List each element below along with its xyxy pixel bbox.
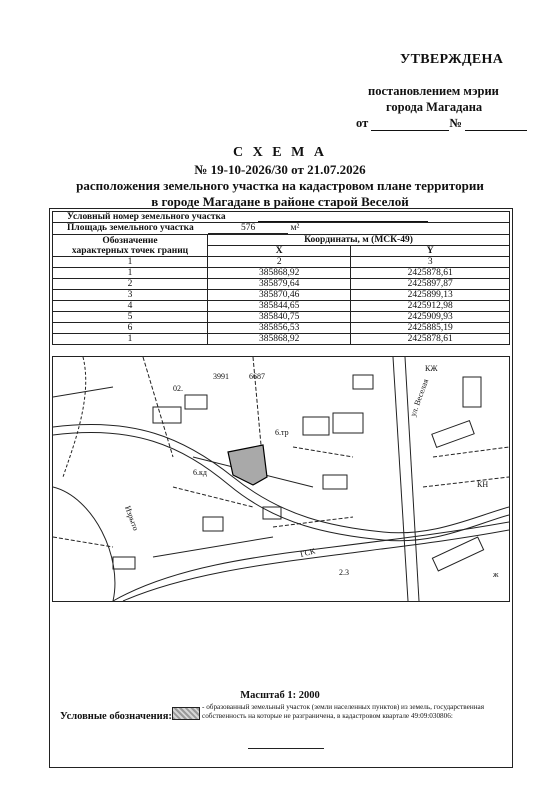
col-number-2: 2 bbox=[208, 257, 351, 268]
scheme-title: С Х Е М А bbox=[233, 145, 327, 160]
designation-header-line2: характерных точек границ bbox=[71, 245, 189, 256]
ravine-curve bbox=[53, 487, 115, 601]
map-label-e: 6.тр bbox=[275, 428, 289, 437]
designation-header-line1: Обозначение bbox=[102, 235, 158, 246]
decree-from-label: от bbox=[356, 116, 369, 130]
coord-row bbox=[53, 279, 510, 290]
col-number-3: 3 bbox=[351, 257, 510, 268]
map-scale: Масштаб 1: 2000 bbox=[240, 690, 320, 701]
legend-description: - образованный земельный участок (земли населенных пунктов) из земель, государственная собственность на которые не разграничена, в кадастровом квартале 49:09:030806: bbox=[202, 703, 485, 720]
coord-cell-y: 2425899,13 bbox=[351, 290, 510, 301]
map-label-k: 2.3 bbox=[339, 568, 349, 577]
road-upper-edge bbox=[53, 432, 509, 540]
coord-cell-y: 2425878,61 bbox=[351, 334, 510, 345]
coord-cell-x: 385844,65 bbox=[208, 301, 351, 312]
y-header: Y bbox=[351, 246, 510, 257]
map-label-b: 6687 bbox=[249, 372, 265, 381]
coord-cell-y: 2425912,98 bbox=[351, 301, 510, 312]
coordinates-table bbox=[52, 211, 510, 345]
decree-line-1: постановлением мэрии bbox=[368, 84, 499, 98]
coords-header: Координаты, м (МСК-49) bbox=[208, 235, 510, 246]
coord-cell-x: 385868,92 bbox=[208, 334, 351, 345]
target-parcel bbox=[228, 445, 267, 485]
decree-number-blank bbox=[465, 118, 527, 131]
coord-cell-point: 6 bbox=[53, 323, 208, 334]
coord-row bbox=[53, 334, 510, 345]
coord-cell-y: 2425909,93 bbox=[351, 312, 510, 323]
coord-cell-point: 1 bbox=[53, 334, 208, 345]
coord-cell-x: 385870,46 bbox=[208, 290, 351, 301]
scheme-subtitle-1: расположения земельного участка на кадастровом плане территории bbox=[76, 178, 484, 193]
coord-row bbox=[53, 301, 510, 312]
street-vertical bbox=[393, 357, 408, 601]
building bbox=[153, 407, 181, 423]
scheme-subtitle-2: в городе Магадане в районе старой Веселой bbox=[151, 194, 409, 209]
fence-lines bbox=[53, 387, 313, 557]
coord-cell-y: 2425878,61 bbox=[351, 268, 510, 279]
map-label-g: ж bbox=[493, 570, 499, 579]
coord-cell-point: 3 bbox=[53, 290, 208, 301]
map-label-l: КН bbox=[477, 480, 489, 489]
cadastral-number-row bbox=[53, 212, 510, 223]
area-unit: м² bbox=[290, 223, 300, 233]
terrain-line bbox=[63, 357, 86, 477]
map-label-c: 02. bbox=[173, 384, 183, 393]
decree-date-blank bbox=[371, 118, 449, 131]
coord-row bbox=[53, 312, 510, 323]
coord-cell-x: 385856,53 bbox=[208, 323, 351, 334]
coord-cell-point: 5 bbox=[53, 312, 208, 323]
legend-label: Условные обозначения: bbox=[60, 711, 172, 722]
coord-row bbox=[53, 290, 510, 301]
col-number-1: 1 bbox=[53, 257, 208, 268]
area-label: Площадь земельного участка bbox=[67, 223, 194, 233]
map-label-j: ГСК bbox=[299, 546, 317, 559]
map-label-i: ул. Веселая bbox=[408, 377, 431, 418]
decree-date-line bbox=[356, 116, 527, 131]
building bbox=[303, 417, 329, 435]
designation-header bbox=[53, 235, 208, 257]
cadastral-label: Условный номер земельного участка bbox=[67, 212, 226, 222]
building bbox=[463, 377, 481, 407]
decree-number-sign: № bbox=[449, 116, 462, 130]
building bbox=[432, 421, 474, 448]
building bbox=[185, 395, 207, 409]
approved-heading: УТВЕРЖДЕНА bbox=[400, 52, 504, 67]
map-label-h: Изрыто bbox=[123, 504, 141, 532]
map-label-f: КЖ bbox=[425, 364, 438, 373]
cadastral-map bbox=[52, 356, 510, 602]
coord-cell-y: 2425897,87 bbox=[351, 279, 510, 290]
building bbox=[333, 413, 363, 433]
legend-parcel-swatch bbox=[172, 707, 200, 720]
signature-line bbox=[248, 748, 324, 749]
coord-row bbox=[53, 323, 510, 334]
coord-cell-x: 385840,75 bbox=[208, 312, 351, 323]
building bbox=[113, 557, 135, 569]
coord-cell-y: 2425885,19 bbox=[351, 323, 510, 334]
road-lower-edge bbox=[123, 530, 509, 601]
coord-cell-x: 385868,92 bbox=[208, 268, 351, 279]
area-value: 576 bbox=[208, 223, 288, 234]
coord-row bbox=[53, 268, 510, 279]
coord-rows bbox=[53, 268, 510, 345]
coord-cell-x: 385879,64 bbox=[208, 279, 351, 290]
map-label-d: 6.кд bbox=[193, 468, 207, 477]
area-row bbox=[53, 223, 510, 235]
coord-cell-point: 1 bbox=[53, 268, 208, 279]
scheme-number: № 19-10-2026/30 от 21.07.2026 bbox=[194, 162, 366, 177]
building bbox=[203, 517, 223, 531]
building bbox=[323, 475, 347, 489]
decree-line-2: города Магадана bbox=[386, 100, 483, 114]
building bbox=[432, 537, 483, 571]
cadastral-value-blank bbox=[258, 212, 428, 222]
x-header: X bbox=[208, 246, 351, 257]
coord-cell-point: 4 bbox=[53, 301, 208, 312]
map-label-a: 3991 bbox=[213, 372, 229, 381]
map-drawing bbox=[53, 357, 509, 601]
building bbox=[353, 375, 373, 389]
coord-cell-point: 2 bbox=[53, 279, 208, 290]
